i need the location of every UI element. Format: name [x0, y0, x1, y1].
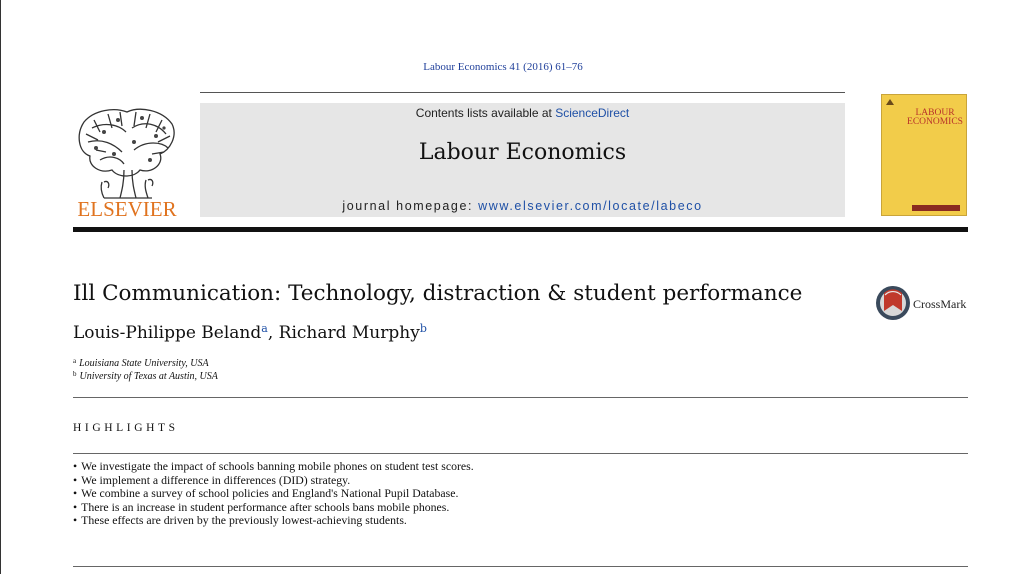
affiliation-marker: a — [73, 357, 77, 365]
affiliation-text: Louisiana State University, USA — [79, 358, 209, 369]
homepage-prefix: journal homepage: — [342, 199, 479, 213]
sciencedirect-link[interactable]: ScienceDirect — [555, 106, 630, 120]
affiliation-text: University of Texas at Austin, USA — [79, 371, 218, 382]
highlight-item: • We implement a difference in differences (DID) strategy. — [73, 474, 474, 488]
author-list — [73, 322, 427, 343]
article-title: Ill Communication: Technology, distraction & student performance — [73, 281, 803, 306]
cover-title-line2: ECONOMICS — [907, 117, 963, 127]
section-divider — [73, 397, 968, 398]
journal-cover-thumbnail[interactable] — [881, 94, 967, 216]
author-name[interactable]: Louis-Philippe Beland — [73, 323, 262, 343]
page-left-border — [0, 0, 1, 574]
contents-prefix: Contents lists available at — [415, 106, 556, 120]
section-divider — [73, 566, 968, 567]
affiliation — [73, 357, 209, 369]
author-affiliation-marker[interactable]: b — [419, 322, 427, 335]
highlight-item: • We investigate the impact of schools banning mobile phones on student test scores. — [73, 460, 474, 474]
contents-availability-line — [200, 106, 845, 120]
section-divider — [73, 453, 968, 454]
highlight-item: • There is an increase in student performance after schools bans mobile phones. — [73, 501, 474, 515]
journal-homepage-line — [200, 199, 845, 213]
crossmark-icon[interactable] — [875, 285, 911, 321]
affiliation — [73, 370, 218, 382]
crossmark-label[interactable]: CrossMark — [913, 297, 967, 311]
highlights-list — [73, 460, 474, 528]
cover-footer-bar — [912, 205, 960, 211]
highlights-heading: HIGHLIGHTS — [73, 422, 179, 434]
highlight-item: • We combine a survey of school policies and England's National Pupil Database. — [73, 487, 474, 501]
cover-title-line1: LABOUR — [915, 108, 955, 118]
highlight-item: • These effects are driven by the previously lowest-achieving students. — [73, 514, 474, 528]
header-divider — [200, 92, 845, 93]
journal-banner — [200, 103, 845, 217]
affiliation-marker: b — [73, 370, 77, 378]
author-affiliation-marker[interactable]: a — [261, 322, 268, 335]
author-name[interactable]: Richard Murphy — [278, 323, 420, 343]
author-separator: , — [267, 323, 279, 343]
journal-homepage-link[interactable]: www.elsevier.com/locate/labeco — [478, 199, 703, 213]
cover-title — [906, 109, 964, 127]
header-thick-rule — [73, 227, 968, 232]
journal-citation-link[interactable]: Labour Economics 41 (2016) 61–76 — [423, 61, 583, 73]
elsevier-wordmark[interactable]: ELSEVIER — [77, 197, 177, 221]
cover-publisher-mark-icon — [885, 98, 895, 106]
journal-title[interactable]: Labour Economics — [418, 140, 627, 165]
